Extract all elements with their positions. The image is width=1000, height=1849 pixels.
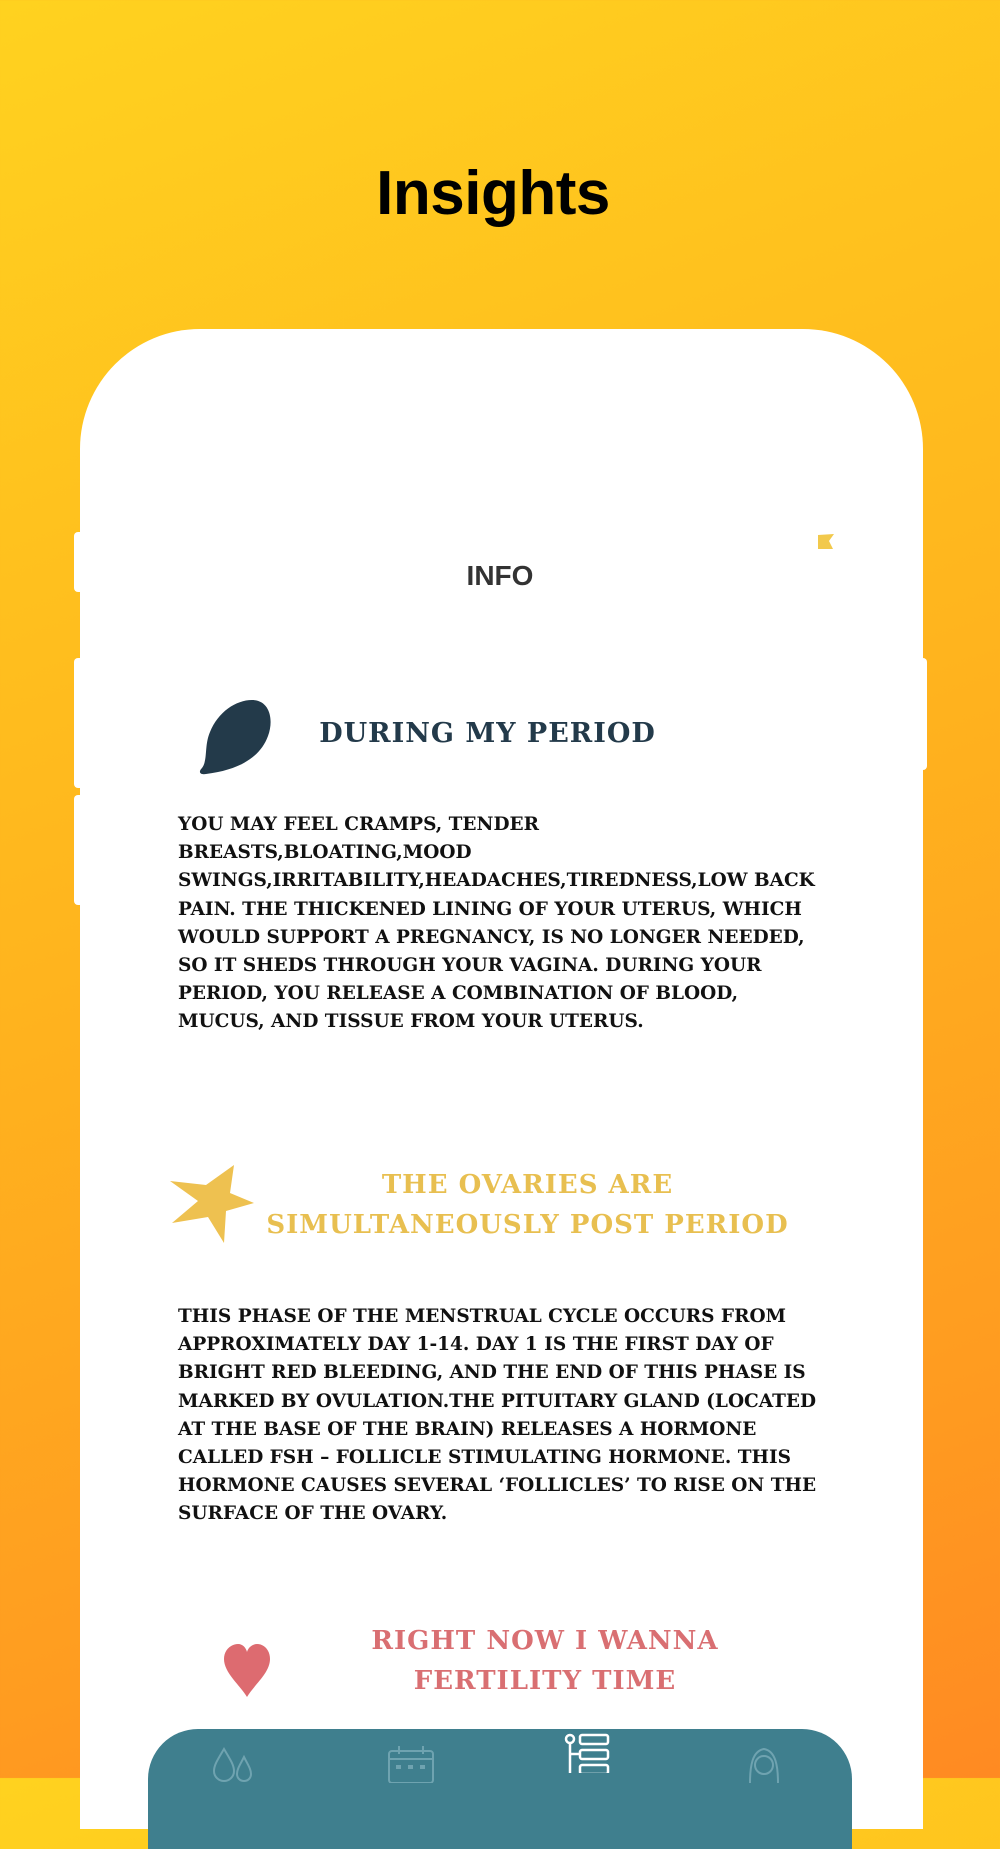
heart-icon [222, 1643, 272, 1699]
star-icon [168, 1163, 256, 1245]
drop-icon [198, 698, 274, 776]
screen-header: INFO [466, 560, 534, 591]
phone-frame [80, 329, 923, 1829]
section-body-during-period: YOU MAY FEEL CRAMPS, TENDER BREASTS,BLOATING,MOOD SWINGS,IRRITABILITY,HEADACHES,TIREDNESS,LOW BACK PAIN. THE THICKENED LINING OF YOUR UTERUS, WHICH WOULD SUPPORT A PREGNANCY, IS NO LONGER NEEDED, SO IT SHEDS THROUGH YOUR VAGINA. DURING YOUR PERIOD, YOU RELEASE A COMBINATION OF BLOOD, MUCUS, AND TISSUE FROM YOUR UTERUS. [178, 814, 815, 1033]
drops-icon[interactable] [210, 1743, 260, 1783]
profile-icon[interactable] [738, 1743, 788, 1783]
corner-mark-icon [816, 533, 836, 551]
section-body-post-period: THIS PHASE OF THE MENSTRUAL CYCLE OCCURS FROM APPROXIMATELY DAY 1-14. DAY 1 IS THE FIRST DAY OF BRIGHT RED BLEEDING, AND THE END OF THIS PHASE IS MARKED BY OVULATION.THE PITUITARY GLAND (LOCATED AT THE BASE OF THE BRAIN) RELEASES A HORMONE CALLED FSH – FOLLICLE STIMULATING HORMONE. THIS HORMONE CAUSES SEVERAL ‘FOLLICLES’ TO RISE ON THE SURFACE OF THE OVARY. [178, 1306, 817, 1525]
insights-list-icon[interactable] [562, 1733, 612, 1773]
bottom-nav [148, 1729, 852, 1849]
page-title: Insights [376, 159, 610, 228]
section-title-during-period: DURING MY PERIOD [319, 718, 656, 749]
calendar-icon[interactable] [386, 1743, 436, 1783]
section-title-post-period: THE OVARIES ARE SIMULTANEOUSLY POST PERIOD [266, 1170, 789, 1240]
section-title-fertility: RIGHT NOW I WANNA FERTILITY TIME [371, 1626, 719, 1696]
